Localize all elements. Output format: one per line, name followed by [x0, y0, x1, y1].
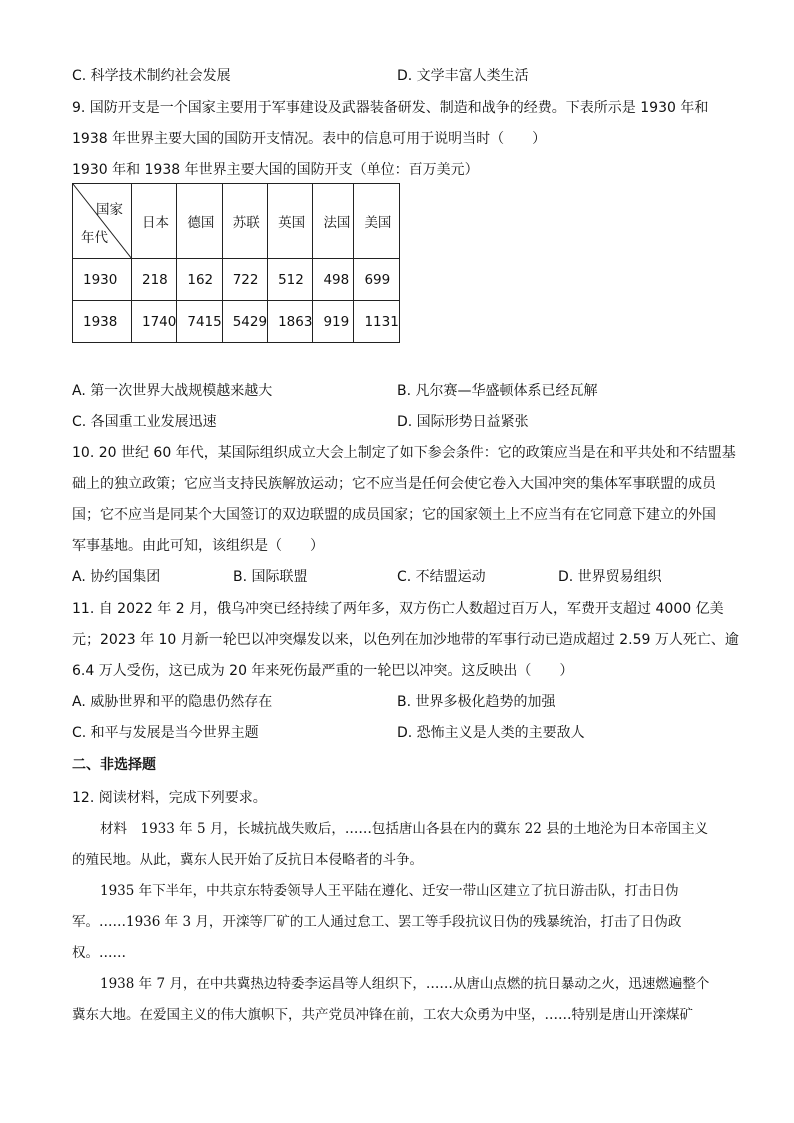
- q11-option-a: A. 威胁世界和平的隐患仍然存在: [72, 694, 273, 710]
- q10-line1: 10. 20 世纪 60 年代，某国际组织成立大会上制定了如下参会条件：它的政策应当是在和平共处和不结盟基: [72, 445, 736, 461]
- header-year: 年代: [81, 230, 108, 246]
- q9-table-caption: 1930 年和 1938 年世界主要大国的国防开支（单位：百万美元）: [72, 162, 479, 178]
- material-line: 冀东大地。在爱国主义的伟大旗帜下，共产党员冲锋在前，工农大众勇为中坚，……特别是唐山开滦煤矿: [72, 1007, 693, 1023]
- q10-option-d: D. 世界贸易组织: [558, 569, 662, 585]
- q11-line1: 11. 自 2022 年 2 月，俄乌冲突已经持续了两年多，双方伤亡人数超过百万人，军费开支超过 4000 亿美: [72, 601, 724, 617]
- value-cell: 1740: [132, 301, 177, 343]
- q10-line3: 国；它不应当是同某个大国签订的双边联盟的成员国家；它的国家领土上不应当有在它同意下建立的外国: [72, 507, 716, 523]
- q9-option-b: B. 凡尔赛—华盛顿体系已经瓦解: [397, 383, 598, 399]
- value-cell: 5429: [222, 301, 267, 343]
- q11-line3: 6.4 万人受伤，这已成为 20 年来死伤最严重的一轮巴以冲突。这反映出（ ）: [72, 663, 574, 679]
- q11-option-c: C. 和平与发展是当今世界主题: [72, 725, 259, 741]
- table-row: [73, 301, 400, 343]
- value-cell: 1131: [354, 301, 399, 343]
- material-line: 的殖民地。从此，冀东人民开始了反抗日本侵略者的斗争。: [72, 852, 423, 868]
- defense-spending-table: [72, 183, 400, 343]
- table-row: [73, 259, 400, 301]
- year-cell: 1930: [73, 259, 132, 301]
- material-line: 材料 1933 年 5 月，长城抗战失败后，……包括唐山各县在内的冀东 22 县的土地沦为日本帝国主义: [100, 821, 709, 837]
- material-line: 1938 年 7 月，在中共冀热边特委李运昌等人组织下，……从唐山点燃的抗日暴动之火，迅速燃遍整个: [100, 976, 710, 992]
- value-cell: 1863: [268, 301, 313, 343]
- country-header: 英国: [268, 184, 313, 259]
- q11-line2: 元；2023 年 10 月新一轮巴以冲突爆发以来，以色列在加沙地带的军事行动已造成超过 2.59 万人死亡、逾: [72, 632, 739, 648]
- q10-line2: 础上的独立政策；它应当支持民族解放运动；它不应当是任何会使它卷入大国冲突的集体军事联盟的成员: [72, 476, 716, 492]
- q8-option-d: D. 文学丰富人类生活: [397, 68, 529, 84]
- q9-option-a: A. 第一次世界大战规模越来越大: [72, 383, 273, 399]
- q11-option-b: B. 世界多极化趋势的加强: [397, 694, 556, 710]
- material-line: 权。……: [72, 945, 126, 961]
- country-header: 法国: [313, 184, 354, 259]
- material-line: 1935 年下半年，中共京东特委领导人王平陆在遵化、迁安一带山区建立了抗日游击队，打击日伪: [100, 883, 679, 899]
- year-cell: 1938: [73, 301, 132, 343]
- country-header: 苏联: [222, 184, 267, 259]
- diagonal-header-cell: [73, 184, 132, 259]
- value-cell: 722: [222, 259, 267, 301]
- material-line: 军。……1936 年 3 月，开滦等厂矿的工人通过怠工、罢工等手段抗议日伪的残暴统治，打击了日伪政: [72, 914, 682, 930]
- q11-option-d: D. 恐怖主义是人类的主要敌人: [397, 725, 585, 741]
- diagonal-line: [73, 184, 132, 259]
- table-header-row: [73, 184, 400, 259]
- q9-option-d: D. 国际形势日益紧张: [397, 414, 529, 430]
- q12-stem: 12. 阅读材料，完成下列要求。: [72, 790, 267, 806]
- value-cell: 512: [268, 259, 313, 301]
- value-cell: 218: [132, 259, 177, 301]
- country-header: 美国: [354, 184, 399, 259]
- q10-line4: 军事基地。由此可知，该组织是（ ）: [72, 538, 324, 554]
- q9-stem-line1: 9. 国防开支是一个国家主要用于军事建设及武器装备研发、制造和战争的经费。下表所示是 1930 年和: [72, 100, 709, 116]
- value-cell: 498: [313, 259, 354, 301]
- country-header: 德国: [177, 184, 222, 259]
- value-cell: 919: [313, 301, 354, 343]
- q9-option-c: C. 各国重工业发展迅速: [72, 414, 217, 430]
- q8-option-c: C. 科学技术制约社会发展: [72, 68, 231, 84]
- q9-stem-line2: 1938 年世界主要大国的国防开支情况。表中的信息可用于说明当时（ ）: [72, 131, 547, 147]
- value-cell: 7415: [177, 301, 222, 343]
- value-cell: 162: [177, 259, 222, 301]
- q10-option-a: A. 协约国集团: [72, 569, 161, 585]
- value-cell: 699: [354, 259, 399, 301]
- q10-option-c: C. 不结盟运动: [397, 569, 486, 585]
- q10-option-b: B. 国际联盟: [233, 569, 308, 585]
- section-title: 二、非选择题: [72, 757, 156, 773]
- country-header: 日本: [132, 184, 177, 259]
- header-country: 国家: [96, 202, 123, 218]
